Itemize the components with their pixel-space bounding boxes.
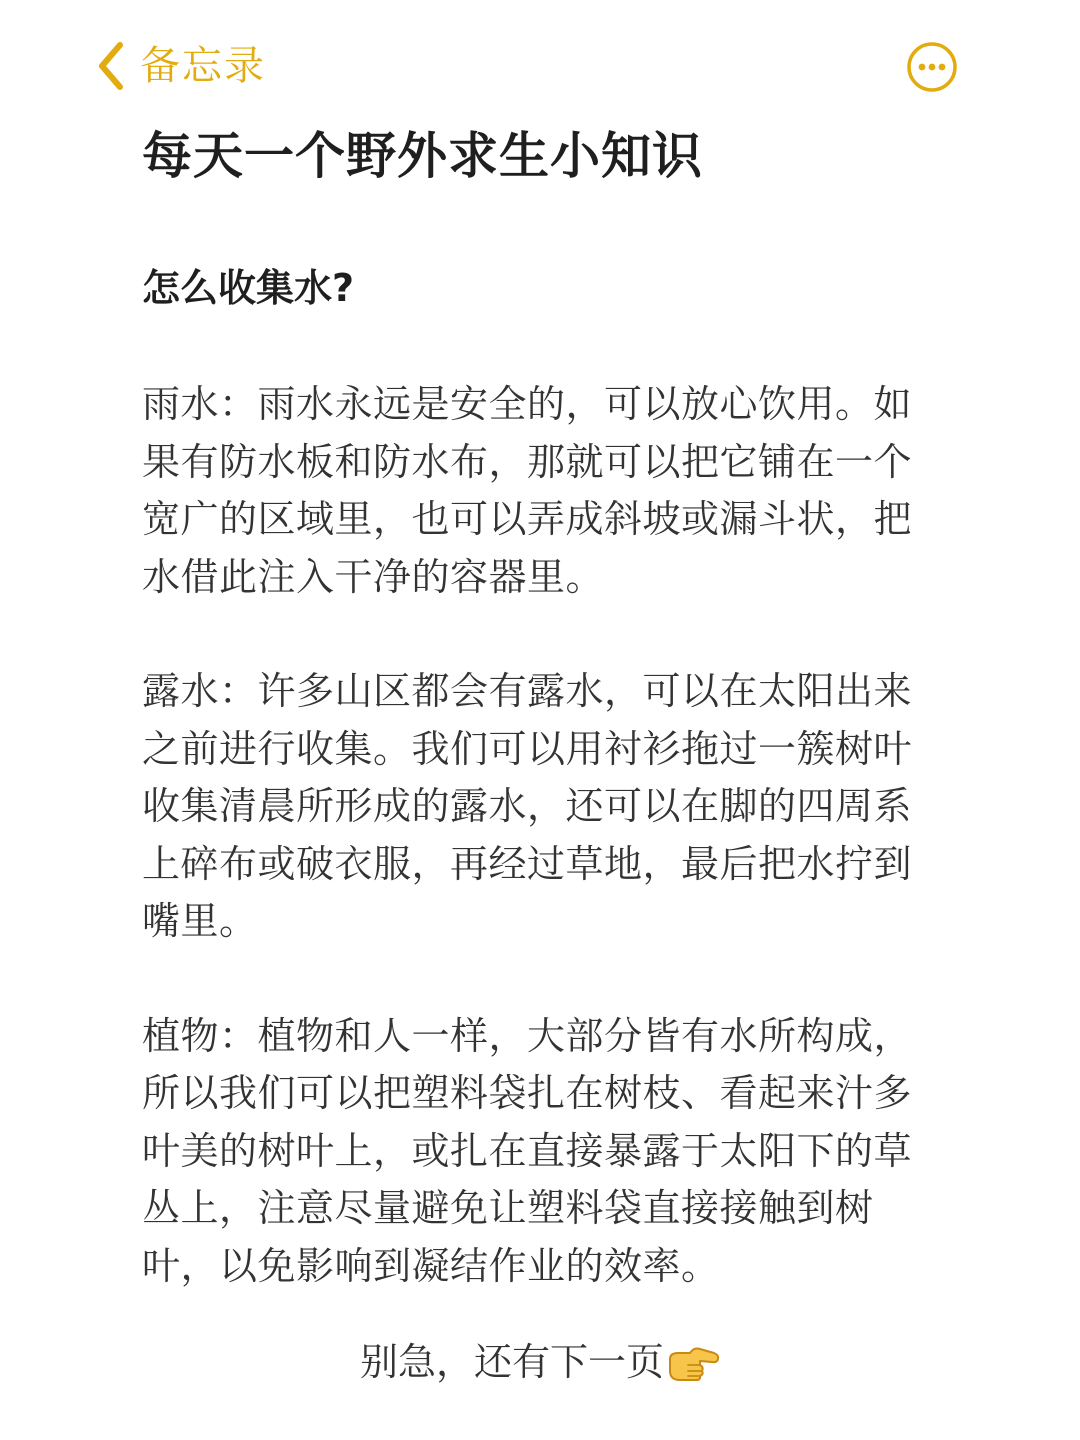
note-question: 怎么收集水? xyxy=(142,266,355,310)
chevron-left-icon xyxy=(96,41,126,91)
pointing-hand-icon xyxy=(666,1342,720,1398)
more-icon xyxy=(906,41,958,93)
note-body[interactable] xyxy=(142,118,922,1295)
next-page-hint xyxy=(0,1334,1080,1398)
paragraph-plants: 植物：植物和人一样，大部分皆有水所构成，所以我们可以把塑料袋扎在树枝、看起来汁多叶美的树叶上，或扎在直接暴露于太阳下的草丛上，注意尽量避免让塑料袋直接接触到树叶，以免影响到凝结作业的效率。 xyxy=(142,1013,913,1288)
more-button[interactable] xyxy=(906,41,958,93)
paragraph-rainwater: 雨水：雨水永远是安全的，可以放心饮用。如果有防水板和防水布，那就可以把它铺在一个宽广的区域里，也可以弄成斜坡或漏斗状，把水借此注入干净的容器里。 xyxy=(142,382,913,599)
back-button[interactable] xyxy=(96,38,266,94)
paragraph-dew: 露水：许多山区都会有露水，可以在太阳出来之前进行收集。我们可以用衬衫拖过一簇树叶收集清晨所形成的露水，还可以在脚的四周系上碎布或破衣服，再经过草地，最后把水拧到嘴里。 xyxy=(142,669,913,943)
note-title: 每天一个野外求生小知识 xyxy=(142,127,703,185)
back-label: 备忘录 xyxy=(140,43,266,89)
next-page-text: 别急，还有下一页 xyxy=(359,1340,664,1384)
nav-bar xyxy=(0,0,1080,130)
